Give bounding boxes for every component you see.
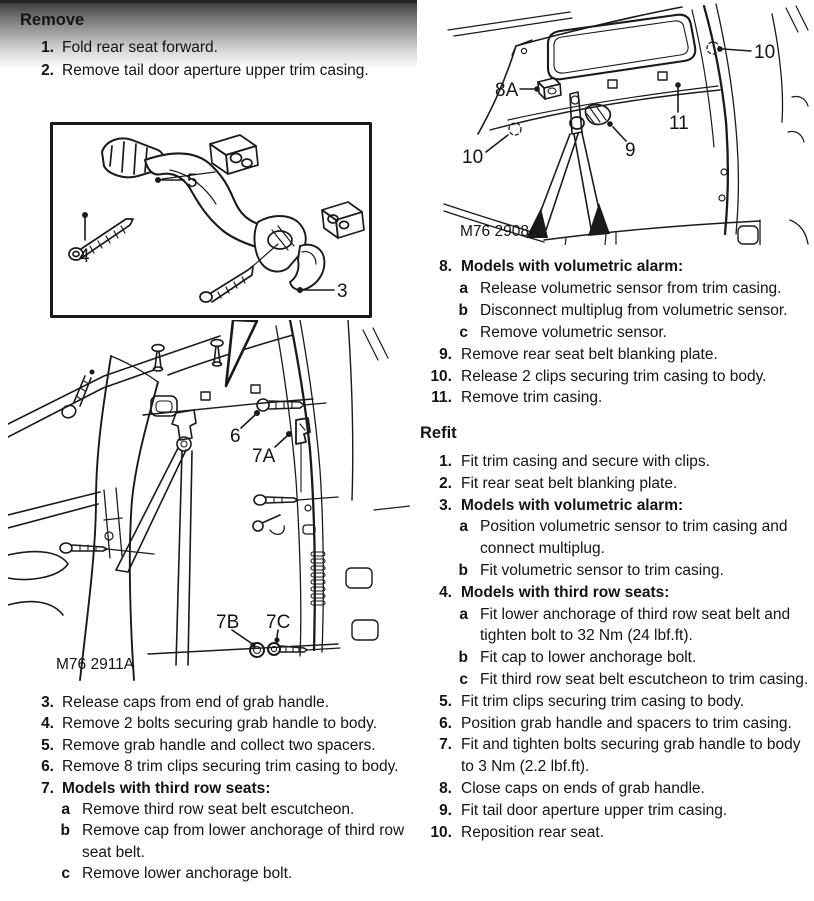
step-remove-9 [420, 344, 814, 366]
step-refit-2 [420, 473, 814, 495]
step-remove-7c [8, 863, 413, 884]
step-remove-1 [8, 36, 413, 59]
callout-10-right: 10 [754, 42, 776, 63]
step-text: Position volumetric sensor to trim casing and connect multiplug. [480, 518, 788, 558]
step-refit-4a [420, 604, 814, 648]
callout-10-left: 10 [462, 147, 484, 168]
step-number: 6. [41, 758, 54, 776]
callout-11: 11 [669, 113, 689, 134]
step-text: Fit trim casing and secure with clips. [461, 453, 710, 470]
step-text: Release volumetric sensor from trim casing. [480, 279, 782, 297]
remove-heading: Remove [20, 11, 85, 29]
figure-upper-trim [420, 2, 814, 245]
step-text: Models with third row seats: [461, 583, 670, 601]
step-refit-4b [420, 647, 814, 669]
step-remove-8c [420, 322, 814, 344]
step-text: Close caps on ends of grab handle. [461, 779, 705, 797]
step-text: Remove 2 bolts securing grab handle to body. [62, 715, 378, 733]
step-text: Remove volumetric sensor. [480, 323, 667, 341]
step-text: Release caps from end of grab handle. [62, 694, 330, 711]
step-number: 5. [439, 692, 452, 710]
step-refit-10 [420, 822, 814, 844]
step-text: Reposition rear seat. [461, 823, 605, 841]
step-text: Fit volumetric sensor to trim casing. [480, 561, 724, 579]
callout-8a: 8A [495, 80, 519, 101]
substep-letter: b [458, 561, 468, 579]
step-text: Models with third row seats: [62, 779, 271, 797]
step-remove-3 [8, 692, 413, 713]
step-refit-3 [420, 495, 814, 517]
substep-letter: b [458, 649, 468, 667]
step-text: Models with volumetric alarm: [461, 258, 684, 275]
callout-7c: 7C [266, 612, 291, 633]
step-number: 8. [439, 258, 452, 275]
step-text: Remove grab handle and collect two spacers. [62, 736, 376, 754]
step-text: Fit rear seat belt blanking plate. [461, 474, 678, 492]
step-remove-8b [420, 300, 814, 322]
step-refit-1 [420, 451, 814, 473]
figure-label-m76-2908a: M76 2908A [460, 223, 540, 240]
step-number: 4. [439, 583, 452, 601]
step-text: Remove lower anchorage bolt. [82, 865, 293, 883]
step-number: 2. [439, 474, 452, 492]
remove-steps-right [420, 256, 814, 409]
step-number: 5. [41, 736, 54, 754]
step-text: Remove tail door aperture upper trim casing. [62, 62, 369, 79]
callout-4: 4 [79, 246, 90, 267]
step-number: 7. [439, 736, 452, 754]
step-remove-10 [420, 366, 814, 388]
step-text: Fit third row seat belt escutcheon to trim casing. [480, 670, 809, 688]
step-refit-4 [420, 582, 814, 604]
substep-letter: b [458, 301, 468, 319]
substep-letter: a [459, 518, 468, 536]
substep-letter: a [459, 279, 468, 297]
step-remove-7a [8, 799, 413, 820]
step-text: Release 2 clips securing trim casing to body. [461, 367, 767, 385]
step-number: 3. [439, 496, 452, 514]
step-remove-6 [8, 756, 413, 777]
step-remove-7 [8, 778, 413, 799]
callout-5: 5 [187, 171, 198, 192]
step-number: 11. [431, 389, 452, 407]
step-refit-3a [420, 516, 814, 560]
step-text: Position grab handle and spacers to trim casing. [461, 714, 792, 732]
step-remove-2 [8, 59, 413, 82]
callout-7b: 7B [216, 612, 240, 633]
substep-letter: b [60, 822, 70, 840]
figure-lower-trim [8, 320, 410, 682]
step-number: 7. [41, 779, 54, 797]
step-number: 9. [439, 345, 452, 363]
remove-steps-bottom [8, 692, 413, 885]
substep-letter: a [61, 801, 70, 819]
figure-label-m76-2911a: M76 2911A [56, 656, 135, 673]
step-text: Fit cap to lower anchorage bolt. [480, 649, 697, 667]
step-refit-4c [420, 669, 814, 691]
step-remove-4 [8, 713, 413, 734]
step-text: Fit tail door aperture upper trim casing. [461, 801, 728, 819]
step-text: Models with volumetric alarm: [461, 496, 684, 514]
step-number: 10. [430, 823, 452, 841]
step-refit-3b [420, 560, 814, 582]
step-text: Fold rear seat forward. [62, 39, 218, 56]
substep-letter: c [459, 670, 468, 688]
step-text: Fit and tighten bolts securing grab handle to body to 3 Nm (2.2 lbf.ft). [461, 736, 801, 776]
step-number: 4. [41, 715, 54, 733]
step-refit-7 [420, 734, 814, 778]
step-text: Remove trim casing. [461, 389, 603, 407]
callout-7a: 7A [252, 446, 276, 467]
step-refit-6 [420, 713, 814, 735]
step-number: 8. [439, 779, 452, 797]
step-text: Fit trim clips securing trim casing to body. [461, 692, 745, 710]
substep-letter: c [61, 865, 70, 883]
callout-3: 3 [337, 281, 348, 302]
step-number: 9. [439, 801, 452, 819]
step-text: Remove 8 trim clips securing trim casing to body. [62, 758, 399, 776]
step-text: Remove third row seat belt escutcheon. [82, 801, 355, 819]
step-refit-5 [420, 691, 814, 713]
refit-steps [420, 451, 814, 843]
step-remove-8 [420, 256, 814, 278]
step-text: Remove rear seat belt blanking plate. [461, 345, 718, 363]
figure-grab-handle [50, 122, 372, 318]
step-number: 10. [430, 367, 452, 385]
step-remove-8a [420, 278, 814, 300]
remove-steps-top [8, 36, 413, 82]
callout-9: 9 [625, 140, 636, 161]
step-refit-9 [420, 800, 814, 822]
step-text: Disconnect multiplug from volumetric sensor. [480, 301, 788, 319]
step-number: 3. [41, 694, 54, 711]
step-number: 6. [439, 714, 452, 732]
step-number: 1. [439, 453, 452, 470]
callout-6: 6 [230, 426, 241, 447]
step-refit-8 [420, 778, 814, 800]
step-number: 1. [41, 39, 54, 56]
step-text: Remove cap from lower anchorage of third row seat belt. [82, 822, 405, 861]
refit-heading: Refit [420, 424, 457, 442]
substep-letter: a [459, 605, 468, 623]
substep-letter: c [459, 323, 468, 341]
step-remove-7b [8, 820, 413, 863]
step-remove-11 [420, 387, 814, 409]
step-number: 2. [41, 62, 54, 79]
step-text: Fit lower anchorage of third row seat belt and tighten bolt to 32 Nm (24 lbf.ft). [480, 605, 791, 645]
step-remove-5 [8, 735, 413, 756]
